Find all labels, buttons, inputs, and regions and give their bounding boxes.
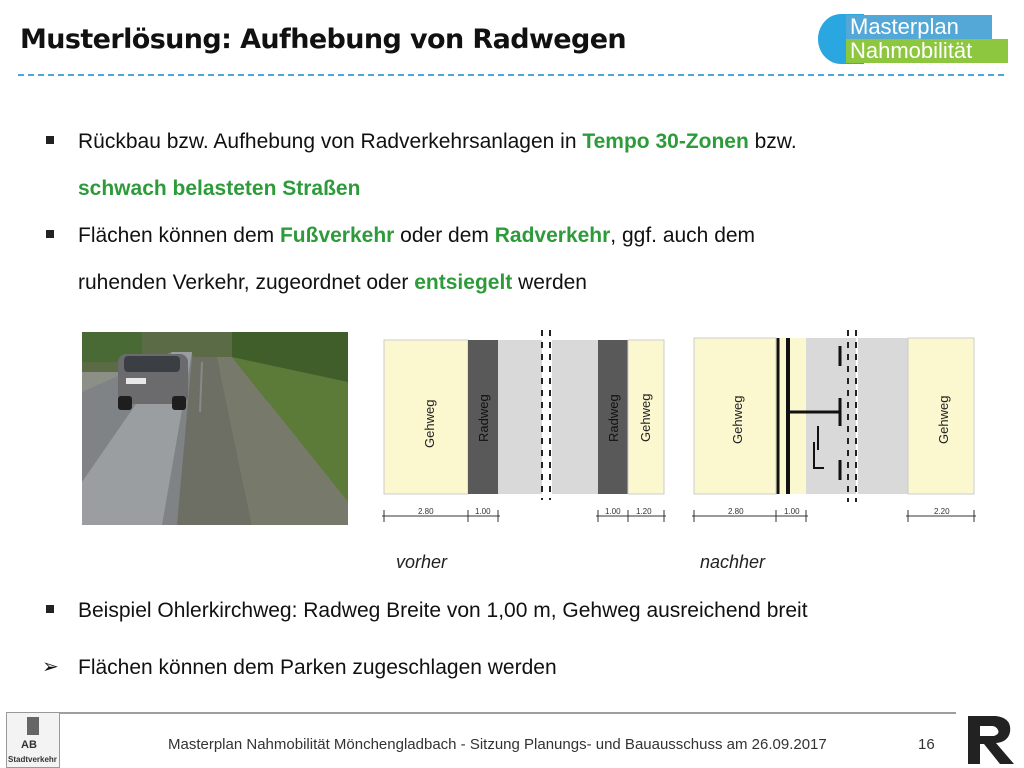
dim-label: 2.80 <box>728 507 744 516</box>
text: werden <box>512 271 587 294</box>
footer-divider <box>60 712 956 714</box>
bullet-item-2 <box>40 212 1000 306</box>
highlight: Fußverkehr <box>279 224 395 247</box>
highlight: Tempo 30-Zonen <box>582 130 749 153</box>
text: Flächen können dem Parken zugeschlagen werden <box>78 656 557 679</box>
text: , ggf. auch dem <box>610 224 756 247</box>
bullet-item-1 <box>40 118 1000 212</box>
diagram-after <box>690 330 980 526</box>
bullet-item-3 <box>40 587 1000 634</box>
text: ruhenden Verkehr, zugeordnet oder <box>78 271 415 294</box>
lane-label-radweg: Radweg <box>476 394 491 442</box>
text: Beispiel Ohlerkirchweg: Radweg Breite von 1,00 m, Gehweg ausreichend breit <box>78 599 808 622</box>
bullet-list-bottom <box>40 587 1000 691</box>
r-logo-icon <box>962 712 1018 766</box>
page-number: 16 <box>918 736 935 753</box>
dim-label: 1.00 <box>605 507 621 516</box>
ab-stadtverkehr-logo <box>6 712 60 768</box>
slide-title: Musterlösung: Aufhebung von Radwegen <box>20 24 627 55</box>
caption-before: vorher <box>396 552 448 572</box>
bullet-square-icon <box>46 605 54 613</box>
text: Rückbau bzw. Aufhebung von Radverkehrsanlagen in <box>78 130 583 153</box>
header-divider <box>18 74 1004 76</box>
logo-ab-text: AB <box>21 739 37 751</box>
bullet-square-icon <box>46 136 54 144</box>
text: Flächen können dem <box>78 224 280 247</box>
caption-after: nachher <box>700 552 766 572</box>
text: bzw. <box>748 130 797 153</box>
bullet-list-top <box>40 118 1000 306</box>
text: oder dem <box>394 224 495 247</box>
dim-label: 2.80 <box>418 507 434 516</box>
logo-sub-text: Stadtverkehr <box>8 755 57 764</box>
dim-label: 1.00 <box>784 507 800 516</box>
lane-label-gehweg: Gehweg <box>936 395 951 444</box>
dim-label: 2.20 <box>934 507 950 516</box>
masterplan-logo <box>818 14 1018 66</box>
dim-label: 1.00 <box>475 507 491 516</box>
lane-label-radweg: Radweg <box>606 394 621 442</box>
dim-label: 1.20 <box>636 507 652 516</box>
highlight: schwach belasteten Straßen <box>78 177 361 200</box>
lane-label-gehweg: Gehweg <box>422 399 437 448</box>
logo-line2: Nahmobilität <box>846 39 1008 63</box>
highlight: entsiegelt <box>414 271 513 294</box>
arrow-bullet-icon: ➢ <box>42 656 59 678</box>
street-photo <box>82 332 348 525</box>
bullet-square-icon <box>46 230 54 238</box>
logo-symbol-icon <box>27 717 39 735</box>
footer-text: Masterplan Nahmobilität Mönchengladbach - Sitzung Planungs- und Bauausschuss am 26.09.2017 <box>168 736 827 753</box>
bullet-item-4 <box>40 644 1000 691</box>
lane-label-gehweg: Gehweg <box>730 395 745 444</box>
diagram-before <box>378 330 668 526</box>
lane-label-gehweg: Gehweg <box>638 393 653 442</box>
logo-line1: Masterplan <box>846 15 992 39</box>
highlight: Radverkehr <box>494 224 611 247</box>
